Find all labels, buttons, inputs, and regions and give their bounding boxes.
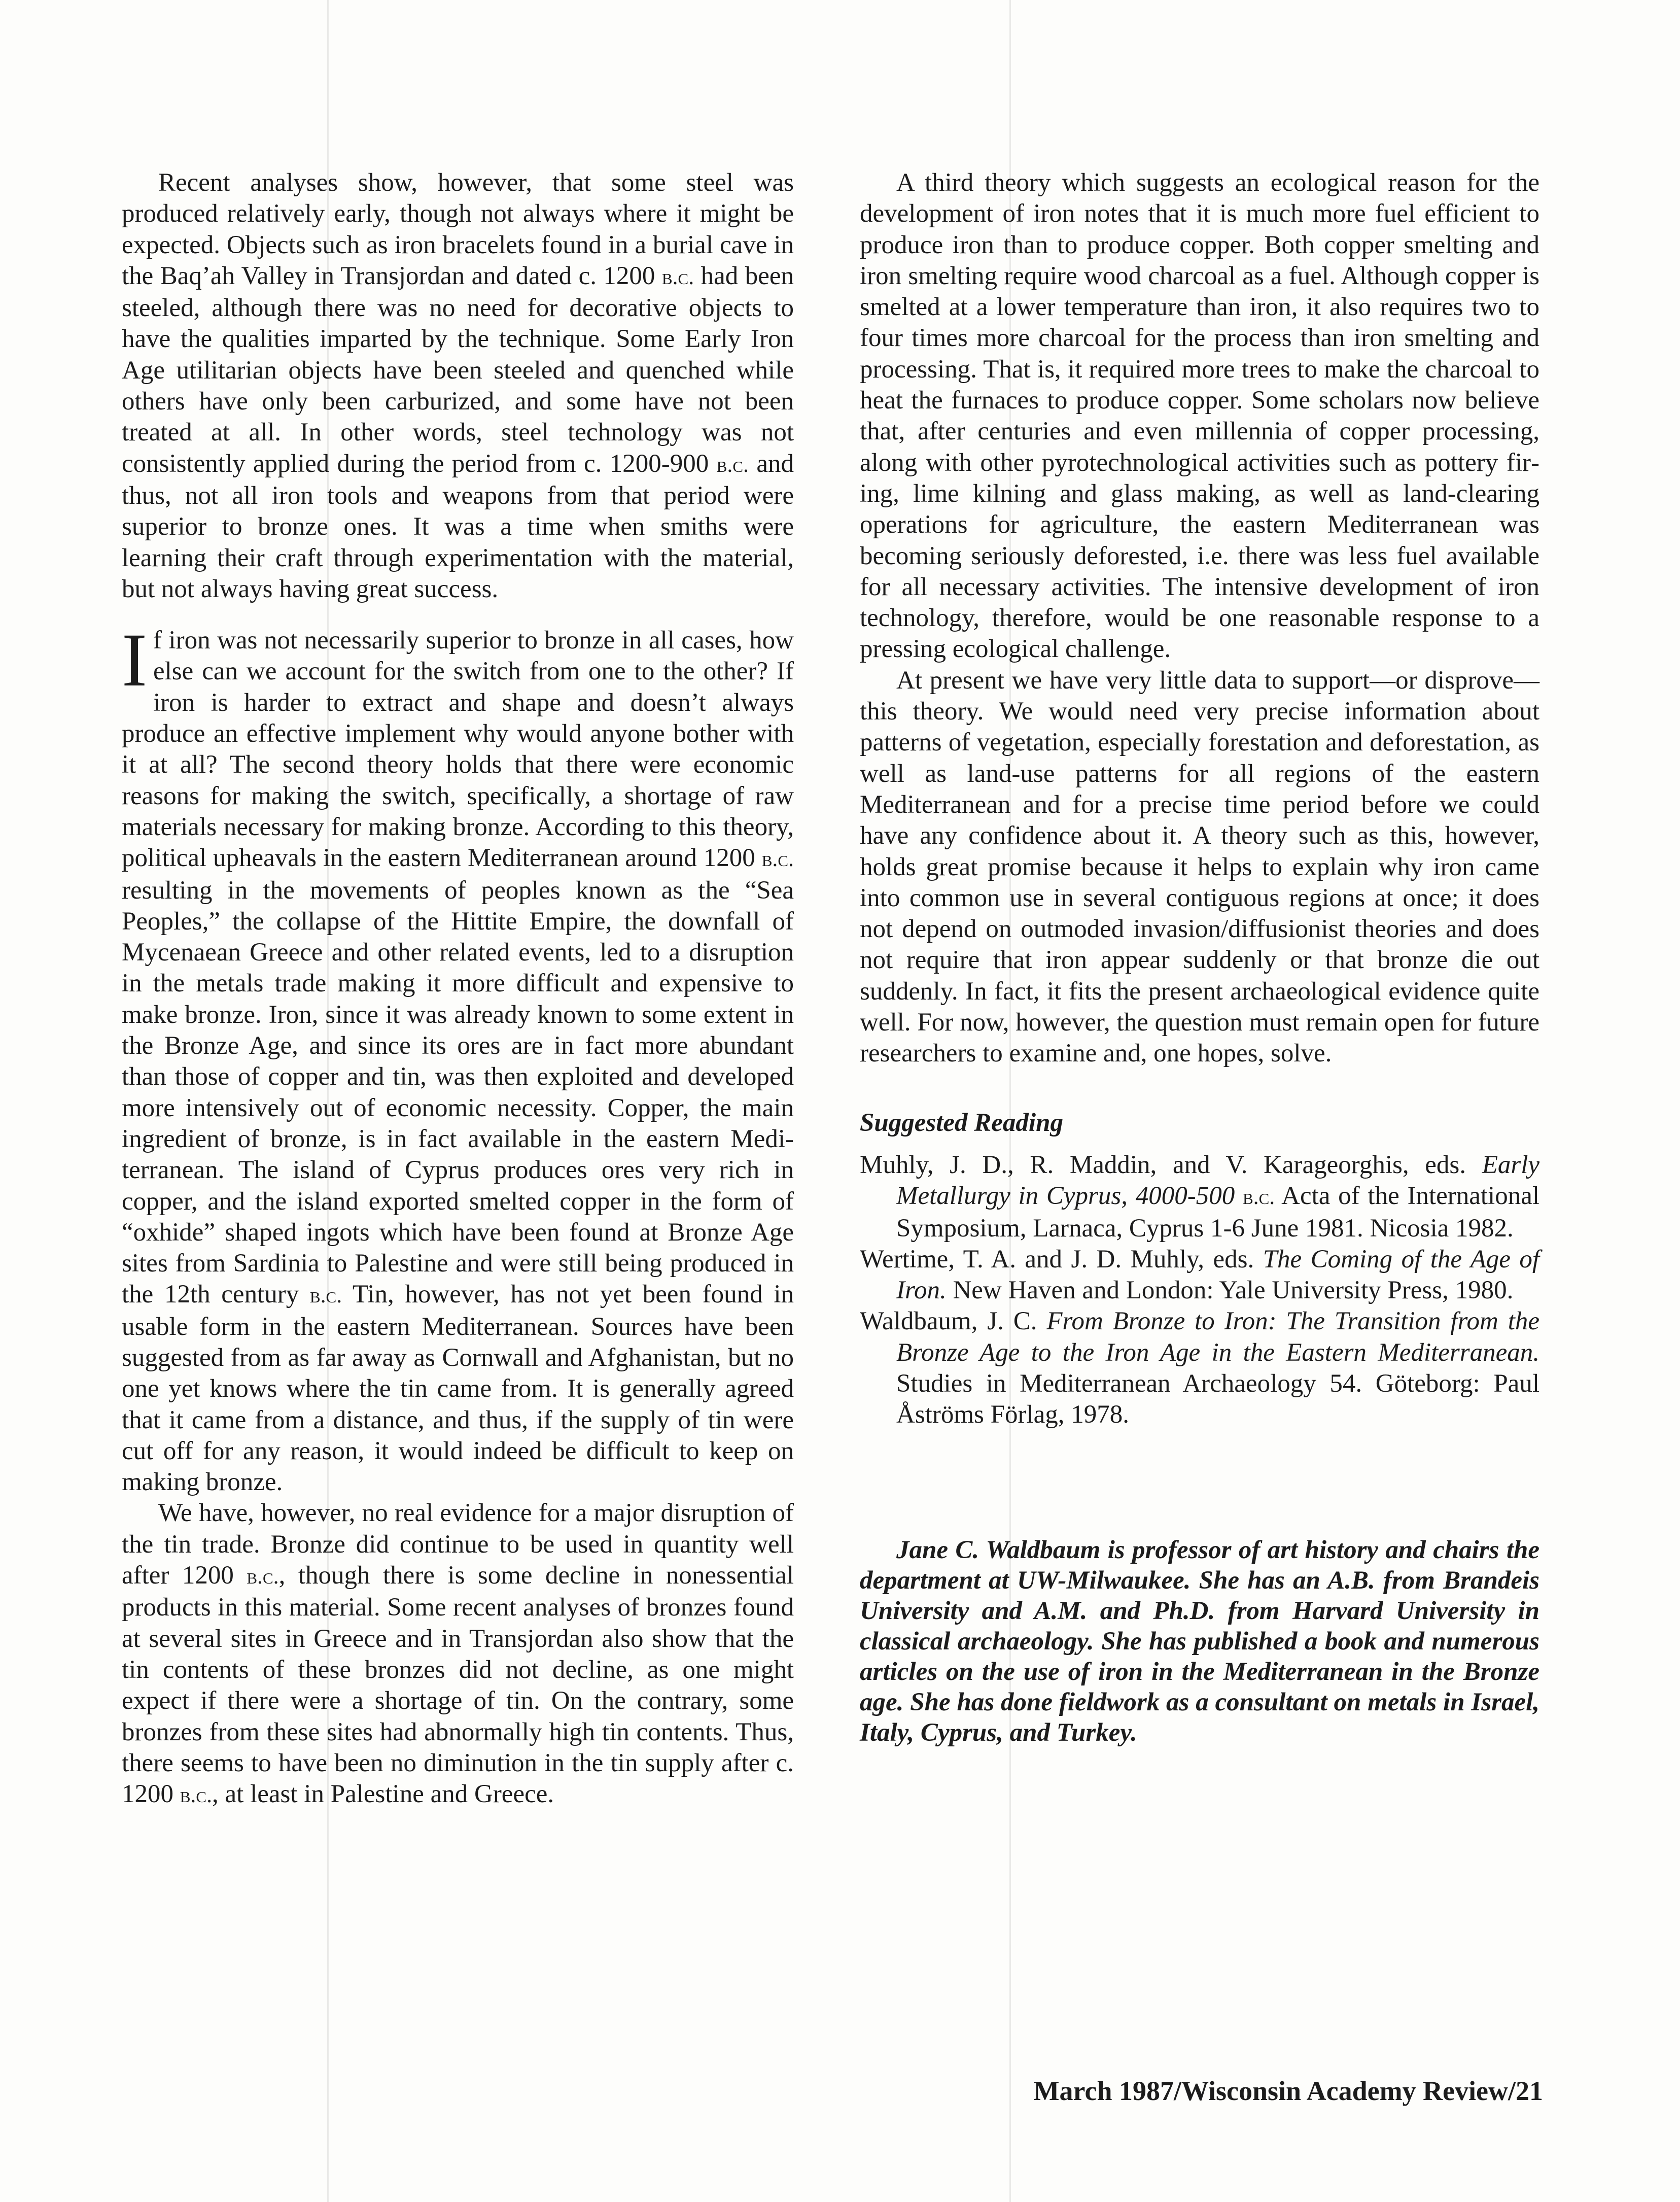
body-paragraph-4: A third theory which suggests an ecological reason for the development of iron notes that it is much more fuel efficient to produce iron than to produce copper. Both copper smelting and iron smelting require wood charcoal as a fuel. Although copper is smelted at a lower temperature than iron, it also requires two to four times more charcoal for the process than iron smelting and processing. That is, it required more trees to make the charcoal to heat the furnaces to produce copper. Some scholars now believe that, after centuries and even millennia of copper processing, along with other pyrotechnological activities such as pottery firing, lime kilning and glass making, as well as land-clearing operations for agriculture, the eastern Mediterranean was becoming seriously deforested, i.e. there was less fuel available for all necessary activities. The intensive development of iron technology, therefore, would be one reasonable response to a pressing ecological challenge. [860,168,1539,664]
reference-item: Wertime, T. A. and J. D. Muhly, eds. The Coming of the Age of Iron. New Haven and London: Yale University Press, 1980. [860,1245,1539,1305]
reference-item: Muhly, J. D., R. Maddin, and V. Karageorghis, eds. Early Metallurgy in Cyprus, 4000-500 b.c. Acta of the International Symposium, Larnaca, Cyprus 1-6 June 1981. Nicosia 1982. [860,1150,1539,1243]
right-column [860,167,1539,1748]
body-paragraph-3: We have, however, no real evidence for a major disruption of the tin trade. Bronze did continue to be used in quantity well after 1200 b.c., though there is some decline in nonessential products in this material. Some recent analyses of bronzes found at several sites in Greece and in Transjordan also show that the tin contents of these bronzes did not decline, as one might expect if there were a shortage of tin. On the contrary, some bronzes from these sites had abnormally high tin contents. Thus, there seems to have been no diminution in the tin supply after c. 1200 b.c., at least in Palestine and Greece. [122,1499,794,1809]
drop-cap: I [122,618,147,703]
body-paragraph-1: Recent analyses show, however, that some steel was produced relatively early, though not always where it might be expected. Objects such as iron bracelets found in a burial cave in the Baq’ah Valley in Transjordan and dated c. 1200 b.c. had been steeled, although there was no need for decorative objects to have the qualities imparted by the technique. Some Early Iron Age utilitarian objects have been steeled and quenched while others have only been carburized, and some have not been treated at all. In other words, steel technology was not consistently applied during the period from c. 1200-900 b.c. and thus, not all iron tools and weapons from that period were superior to bronze ones. It was a time when smiths were learning their craft through experimentation with the material, but not always having great success. [122,168,794,603]
reference-item: Waldbaum, J. C. From Bronze to Iron: The Transition from the Bronze Age to the Iron Age in the Eastern Mediterranean. Studies in Mediterranean Archaeology 54. Göteborg: Paul Åströms Förlag, 1978. [860,1307,1539,1429]
author-bio: Jane C. Waldbaum is professor of art history and chairs the department at UW-Milwaukee. She has an A.B. from Brandeis University and A.M. and Ph.D. from Harvard University in classical archaeology. She has published a book and numerous articles on the use of iron in the Mediterranean in the Bronze age. She has done fieldwork as a consultant on metals in Israel, Italy, Cyprus, and Turkey. [860,1535,1539,1747]
page-footer: March 1987/Wisconsin Academy Review/21 [1033,2076,1543,2106]
body-paragraph-5: At present we have very little data to support—or disprove—this theory. We would need very precise information about patterns of vegetation, especially forestation and deforestation, as well as land-use patterns for all regions of the eastern Mediterranean and for a precise time period before we could have any confidence about it. A theory such as this, however, holds great promise because it helps to explain why iron came into common use in several contiguous regions at once; it does not depend on outmoded invasion/diffusionist theories and does not require that iron appear suddenly or that bronze die out suddenly. In fact, it fits the present archaeological evidence quite well. For now, however, the question must remain open for future researchers to examine and, one hopes, solve. [860,666,1539,1068]
suggested-reading-heading: Suggested Reading [860,1108,1063,1137]
left-column [122,167,794,1811]
body-paragraph-2: If iron was not necessarily superior to bronze in all cases, how else can we account for the switch from one to the other? If iron is harder to extract and shape and doesn’t always produce an effective implement why would anyone bother with it at all? The second theory holds that there were economic reasons for making the switch, specifically, a shortage of raw materials necessary for making bronze. According to this theory, political upheavals in the eastern Mediterranean around 1200 b.c. resulting in the movements of peoples known as the “Sea Peoples,” the collapse of the Hittite Empire, the downfall of Mycenaean Greece and other related events, led to a disruption in the metals trade making it more difficult and expensive to make bronze. Iron, since it was already known to some extent in the Bronze Age, and since its ores are in fact more abundant than those of copper and tin, was then exploited and developed more intensively out of economic necessity. Copper, the main ingredient of bronze, is in fact available in the eastern Mediterranean. The island of Cyprus produces ores very rich in copper, and the island exported smelted copper in the form of “oxhide” shaped ingots which have been found at Bronze Age sites from Sardinia to Palestine and were still being produced in the 12th century b.c. Tin, however, has not yet been found in usable form in the eastern Mediterranean. Sources have been suggested from as far away as Cornwall and Afghanistan, but no one yet knows where the tin came from. It is generally agreed that it came from a distance, and thus, if the supply of tin were cut off for any reason, it would indeed be difficult to keep on making bronze. [122,618,794,1497]
